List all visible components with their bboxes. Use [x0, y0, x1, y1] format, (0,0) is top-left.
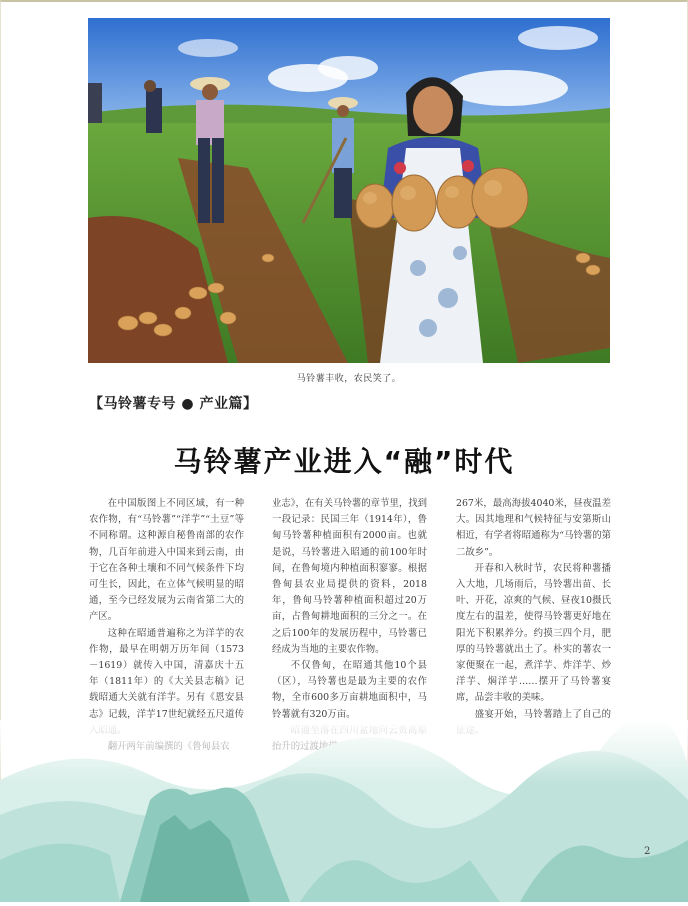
paragraph: 盛宴开始，马铃薯踏上了自己的 — [474, 708, 611, 720]
harvest-photo-illustration — [88, 18, 610, 363]
paragraph: 这种在昭通普遍称之为洋芋的农作物，最早在明朝万历年间（1573－1619）就传入中国，清嘉庆十五年（1811年）的《大关县志稿》记载昭通大关就有洋芋。另有《恩安县志》记载，洋芋17世纪就经五尺道传 — [89, 627, 244, 720]
harvest-photo — [88, 18, 610, 363]
paragraph: 开春和入秋时节，农民将种薯播入大地，几场雨后，马铃薯出苗、长叶、开花，凉爽的气候、昼夜10摄氏度左右的温差，使得马铃薯更好地在阳光下积累养分。约摸三四个月，肥厚的马铃薯就出土了。朴实的薯农一家便聚在一起，煮洋芋、炸洋芋、炒洋芋、焖洋芋……摆开了马铃薯宴席，品尝丰收的美味。 — [456, 562, 611, 704]
article-title: 马铃薯产业进入“融”时代 — [173, 445, 515, 478]
landscape-decoration — [0, 720, 688, 902]
paragraph: 267米，最高海拔4040米，昼夜温差大。因其地理和气候特征与安第斯山相近，有学者将昭通称为“马铃薯的第二故乡”。 — [456, 498, 611, 558]
landscape-ink-illustration — [0, 720, 688, 902]
page-number: 2 — [644, 846, 651, 857]
paragraph: 业志》，在有关马铃薯的章节里，找到一段记录：民国三年（1914年），鲁甸马铃薯种植面积有2000亩。也就是说，马铃薯进入昭通的前100年时间，在鲁甸境内种植面积寥寥。根据鲁甸县农业局提供的资料，2018年，鲁甸马铃薯种植面积超过20万亩，占鲁甸耕地面积的三分之一。在之后100年的发展历程中，马铃薯已经成为当地的主要农作物。 — [272, 498, 427, 655]
text-column-2 — [272, 496, 427, 755]
paragraph: 不仅鲁甸，在昭通其他10个县（区），马铃薯也是最为主要的农作物，全市600多万亩耕地面积中，马铃薯就有320万亩。 — [272, 660, 427, 720]
text-column-3 — [456, 496, 611, 739]
photo-caption: 马铃薯丰收，农民笑了。 — [296, 374, 402, 384]
section-tag: 【马铃薯专号 ● 产业篇】 — [89, 396, 258, 412]
text-column-1 — [89, 496, 244, 755]
paragraph: 在中国版图上不同区域，有一种农作物，有“马铃薯”“洋芋”“土豆”等不同称谓。这种源自秘鲁南部的农作物，几百年前进入中国来到云南，由于它在各种土壤和不同气候条件下均可生长，因此，在立体气候明显的昭通，至今已经发展为云南省第二大的产区。 — [89, 498, 244, 623]
